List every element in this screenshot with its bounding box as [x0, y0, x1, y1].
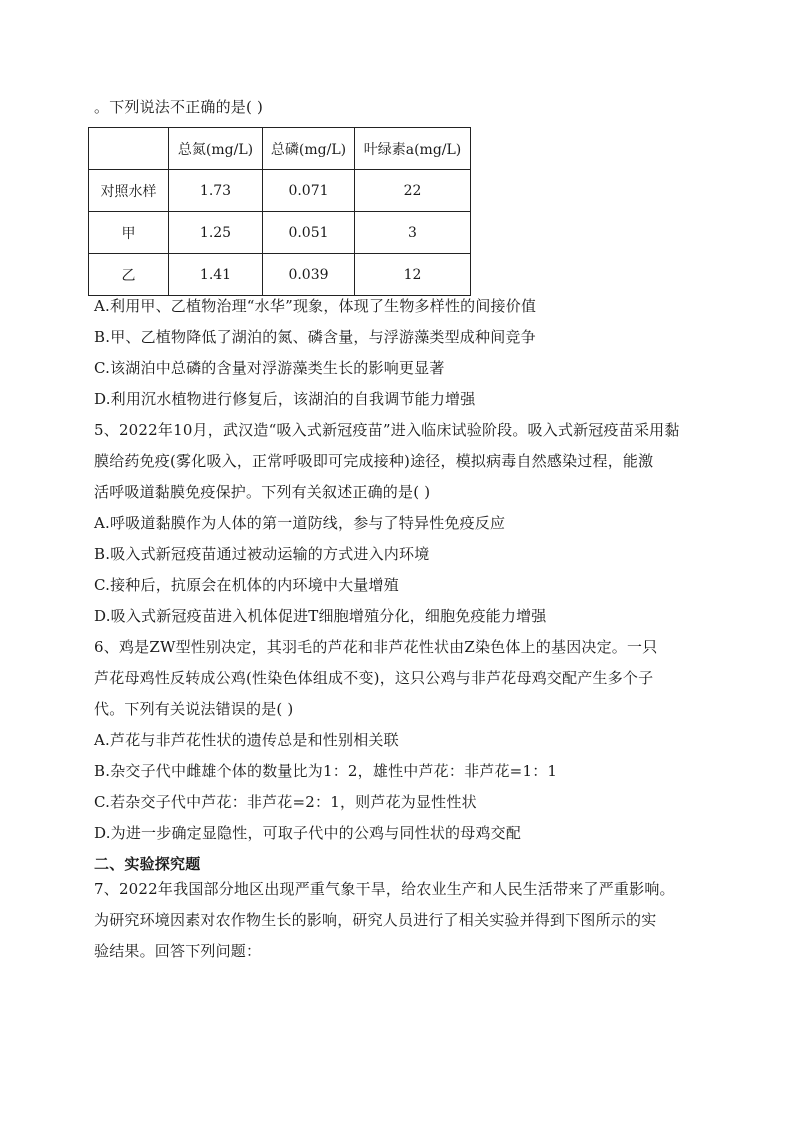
q7-stem-line: 验结果。回答下列问题：	[94, 942, 262, 960]
q6-stem-line: 代。下列有关说法错误的是( )	[94, 700, 294, 718]
table-cell: 3	[355, 212, 471, 254]
q5-stem-line: 5、2022年10月，武汉造“吸入式新冠疫苗”进入临床试验阶段。吸入式新冠疫苗采用黏	[94, 421, 680, 439]
table-cell: 乙	[89, 254, 169, 296]
q6-option-d: D.为进一步确定显隐性，可取子代中的公鸡与同性状的母鸡交配	[94, 824, 522, 842]
q6-option-b: B.杂交子代中雌雄个体的数量比为1：2，雄性中芦花：非芦花=1：1	[94, 762, 558, 780]
table-header-cell	[89, 128, 169, 170]
q6-option-a: A.芦花与非芦花性状的遗传总是和性别相关联	[94, 731, 399, 749]
table-cell: 22	[355, 170, 471, 212]
table-row	[89, 254, 471, 296]
table-cell: 1.25	[169, 212, 263, 254]
table-cell: 0.039	[263, 254, 355, 296]
q6-stem-line: 6、鸡是ZW型性别决定，其羽毛的芦花和非芦花性状由Z染色体上的基因决定。一只	[94, 638, 658, 656]
table-header-cell: 叶绿素a(mg/L)	[355, 128, 471, 170]
q7-stem-line: 为研究环境因素对农作物生长的影响，研究人员进行了相关实验并得到下图所示的实	[94, 911, 657, 929]
q6-option-c: C.若杂交子代中芦花：非芦花=2：1，则芦花为显性性状	[94, 793, 477, 811]
q7-stem-line: 7、2022年我国部分地区出现严重气象干旱，给农业生产和人民生活带来了严重影响。	[94, 880, 675, 898]
table-header-row	[89, 128, 471, 170]
table-cell: 甲	[89, 212, 169, 254]
table-header-cell: 总磷(mg/L)	[263, 128, 355, 170]
water-quality-table	[88, 127, 471, 296]
table-header-cell: 总氮(mg/L)	[169, 128, 263, 170]
q4-option-c: C.该湖泊中总磷的含量对浮游藻类生长的影响更显著	[94, 359, 445, 377]
q4-option-a: A.利用甲、乙植物治理“水华”现象，体现了生物多样性的间接价值	[94, 297, 537, 315]
section-heading: 二、实验探究题	[94, 855, 201, 873]
table-cell: 0.051	[263, 212, 355, 254]
q5-option-b: B.吸入式新冠疫苗通过被动运输的方式进入内环境	[94, 545, 430, 563]
table-cell: 12	[355, 254, 471, 296]
table-cell: 1.73	[169, 170, 263, 212]
q5-option-a: A.呼吸道黏膜作为人体的第一道防线，参与了特异性免疫反应	[94, 514, 506, 532]
table-cell: 1.41	[169, 254, 263, 296]
q4-option-b: B.甲、乙植物降低了湖泊的氮、磷含量，与浮游藻类型成种间竞争	[94, 328, 536, 346]
q5-stem-line: 活呼吸道黏膜免疫保护。下列有关叙述正确的是( )	[94, 483, 431, 501]
table-cell: 对照水样	[89, 170, 169, 212]
q4-option-d: D.利用沉水植物进行修复后，该湖泊的自我调节能力增强	[94, 390, 476, 408]
table-cell: 0.071	[263, 170, 355, 212]
q6-stem-line: 芦花母鸡性反转成公鸡(性染色体组成不变)，这只公鸡与非芦花母鸡交配产生多个子	[94, 669, 654, 687]
table-row	[89, 212, 471, 254]
table-row	[89, 170, 471, 212]
question-4-intro: 。下列说法不正确的是( )	[94, 98, 264, 116]
q5-stem-line: 膜给药免疫(雾化吸入，正常呼吸即可完成接种)途径，模拟病毒自然感染过程，能激	[94, 452, 654, 470]
q5-option-d: D.吸入式新冠疫苗进入机体促进T细胞增殖分化，细胞免疫能力增强	[94, 607, 547, 625]
q5-option-c: C.接种后，抗原会在机体的内环境中大量增殖	[94, 576, 399, 594]
